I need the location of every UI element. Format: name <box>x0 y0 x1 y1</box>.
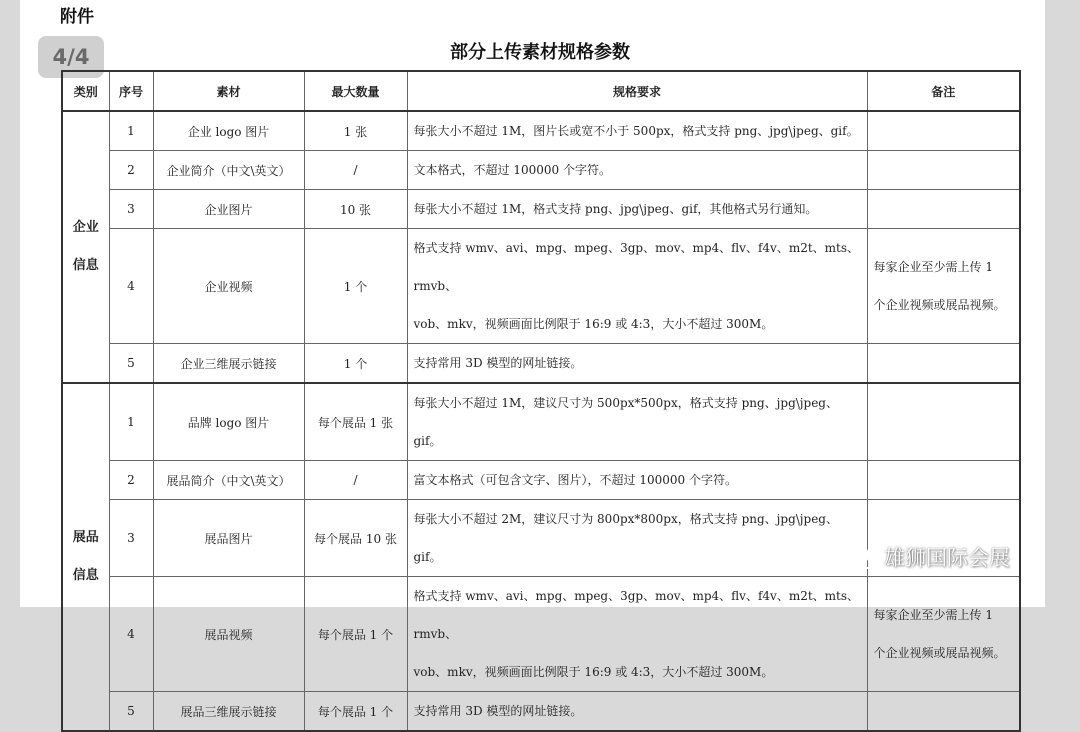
row-number: 4 <box>109 229 153 344</box>
requirement-line: 每张大小不超过 1M，格式支持 png、jpg\jpeg、gif，其他格式另行通知。 <box>413 202 818 216</box>
table-row <box>62 190 1020 229</box>
requirement-line: 每张大小不超过 2M，建议尺寸为 800px*800px，格式支持 png、jpg\jpeg、gif。 <box>413 512 838 564</box>
header-row <box>62 71 1020 111</box>
note-cell <box>867 577 1020 692</box>
note-line: 每家企业至少需上传 1 <box>873 608 993 622</box>
max-quantity: / <box>304 151 407 190</box>
watermark-text: 雄狮国际会展 <box>884 546 1010 570</box>
requirement-cell <box>407 190 867 229</box>
requirement-line: 每张大小不超过 1M，图片长或宽不小于 500px，格式支持 png、jpg\jpeg、gif。 <box>413 124 859 138</box>
requirement-line: 格式支持 wmv、avi、mpg、mpeg、3gp、mov、mp4、flv、f4v、m2t、mts、rmvb、 <box>413 241 860 293</box>
spec-table <box>61 70 1021 732</box>
requirement-cell <box>407 344 867 384</box>
max-quantity: 10 张 <box>304 190 407 229</box>
material-name: 展品视频 <box>153 577 304 692</box>
requirement-line: 富文本格式（可包含文字、图片），不超过 100000 个字符。 <box>413 473 737 487</box>
requirement-line: 格式支持 wmv、avi、mpg、mpeg、3gp、mov、mp4、flv、f4v、m2t、mts、rmvb、 <box>413 589 860 641</box>
requirement-cell <box>407 577 867 692</box>
material-name: 展品简介（中文\英文） <box>153 461 304 500</box>
table-row <box>62 461 1020 500</box>
category-label: 信息 <box>72 258 99 273</box>
table-row <box>62 111 1020 151</box>
col-header-no: 序号 <box>109 71 153 111</box>
table-row <box>62 229 1020 344</box>
max-quantity: 每个展品 10 张 <box>304 500 407 577</box>
note-cell <box>867 229 1020 344</box>
table-row <box>62 692 1020 732</box>
requirement-line: 文本格式，不超过 100000 个字符。 <box>413 163 611 177</box>
watermark <box>842 542 1010 572</box>
row-number: 1 <box>109 111 153 151</box>
col-header-requirement: 规格要求 <box>407 71 867 111</box>
note-cell <box>867 344 1020 384</box>
max-quantity: / <box>304 461 407 500</box>
requirement-cell <box>407 692 867 732</box>
category-label: 信息 <box>72 568 99 583</box>
note-cell <box>867 190 1020 229</box>
note-cell <box>867 151 1020 190</box>
requirement-line: vob、mkv，视频画面比例限于 16:9 或 4:3，大小不超过 300M。 <box>413 317 774 331</box>
page-indicator: 4/4 <box>38 36 104 78</box>
note-cell <box>867 383 1020 461</box>
category-label: 企业 <box>72 220 99 235</box>
note-line: 个企业视频或展品视频。 <box>873 646 1006 660</box>
col-header-material: 素材 <box>153 71 304 111</box>
table-row <box>62 577 1020 692</box>
material-name: 品牌 logo 图片 <box>153 383 304 461</box>
max-quantity: 1 张 <box>304 111 407 151</box>
row-number: 3 <box>109 500 153 577</box>
requirement-cell <box>407 500 867 577</box>
material-name: 企业视频 <box>153 229 304 344</box>
requirement-cell <box>407 229 867 344</box>
row-number: 1 <box>109 383 153 461</box>
attachment-label: 附件 <box>60 7 94 27</box>
row-number: 2 <box>109 151 153 190</box>
col-header-note: 备注 <box>867 71 1020 111</box>
max-quantity: 每个展品 1 张 <box>304 383 407 461</box>
note-line: 每家企业至少需上传 1 <box>873 260 993 274</box>
requirement-cell <box>407 111 867 151</box>
category-label: 展品 <box>72 530 99 545</box>
material-name: 展品三维展示链接 <box>153 692 304 732</box>
requirement-line: 支持常用 3D 模型的网址链接。 <box>413 356 583 370</box>
col-header-category: 类别 <box>62 71 109 111</box>
row-number: 4 <box>109 577 153 692</box>
table-header <box>62 71 1020 111</box>
max-quantity: 每个展品 1 个 <box>304 577 407 692</box>
material-name: 企业简介（中文\英文） <box>153 151 304 190</box>
note-line: 个企业视频或展品视频。 <box>873 298 1006 312</box>
requirement-line: vob、mkv，视频画面比例限于 16:9 或 4:3，大小不超过 300M。 <box>413 665 774 679</box>
requirement-cell <box>407 151 867 190</box>
row-number: 5 <box>109 692 153 732</box>
category-cell <box>62 111 109 383</box>
material-name: 企业图片 <box>153 190 304 229</box>
category-cell <box>62 383 109 731</box>
row-number: 2 <box>109 461 153 500</box>
row-number: 5 <box>109 344 153 384</box>
requirement-line: 支持常用 3D 模型的网址链接。 <box>413 704 583 718</box>
requirement-line: 每张大小不超过 1M，建议尺寸为 500px*500px，格式支持 png、jpg\jpeg、gif。 <box>413 396 838 448</box>
note-cell <box>867 461 1020 500</box>
wechat-icon <box>842 543 878 571</box>
max-quantity: 每个展品 1 个 <box>304 692 407 732</box>
requirement-cell <box>407 461 867 500</box>
material-name: 展品图片 <box>153 500 304 577</box>
row-number: 3 <box>109 190 153 229</box>
table-row <box>62 344 1020 384</box>
col-header-max: 最大数量 <box>304 71 407 111</box>
requirement-cell <box>407 383 867 461</box>
table-row <box>62 383 1020 461</box>
max-quantity: 1 个 <box>304 344 407 384</box>
document-title: 部分上传素材规格参数 <box>450 42 630 63</box>
note-cell <box>867 111 1020 151</box>
table-row <box>62 151 1020 190</box>
note-cell <box>867 692 1020 732</box>
material-name: 企业三维展示链接 <box>153 344 304 384</box>
table-body <box>62 111 1020 731</box>
max-quantity: 1 个 <box>304 229 407 344</box>
material-name: 企业 logo 图片 <box>153 111 304 151</box>
